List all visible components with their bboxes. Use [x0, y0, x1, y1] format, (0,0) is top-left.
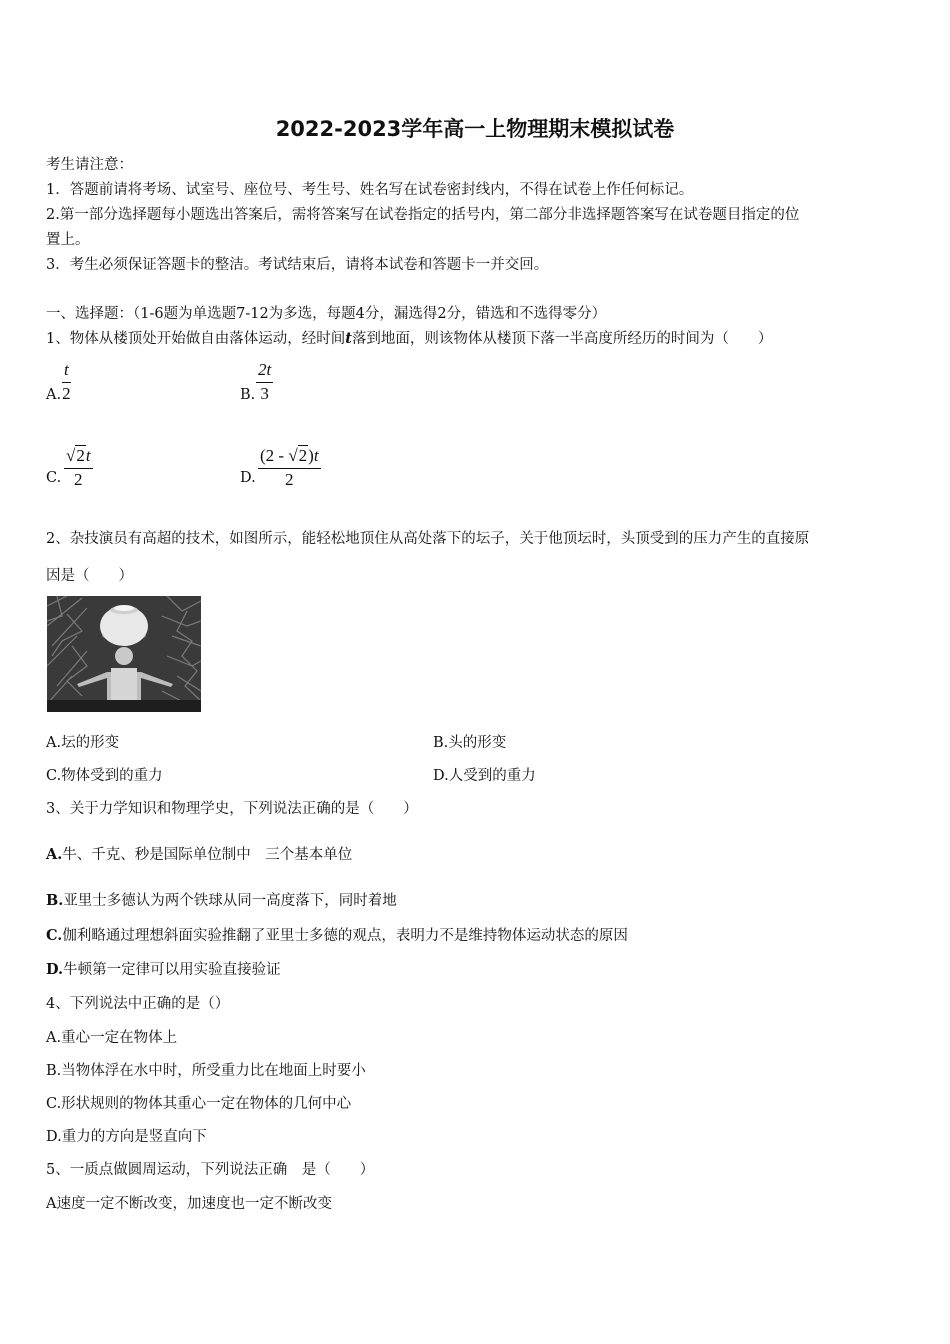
q1-option-b-label: B.: [240, 387, 256, 403]
notice-item-2: 2.第一部分选择题每小题选出答案后，需将答案写在试卷指定的括号内，第二部分非选择题答案写在试卷题目指定的位: [46, 207, 800, 223]
q1-option-b-fraction: [256, 360, 273, 404]
acrobat-photo: [47, 596, 201, 712]
q2-option-d: D.人受到的重力: [433, 768, 536, 784]
q1-stem: [46, 327, 772, 348]
q1-option-d-num: (2 - √2)t: [260, 446, 319, 465]
q3-option-b-label: B.: [46, 892, 64, 909]
q3-option-c-text: 伽利略通过理想斜面实验推翻了亚里士多德的观点，表明力不是维持物体运动状态的原因: [62, 928, 628, 944]
q3-option-d-text: 牛顿第一定律可以用实验直接验证: [63, 962, 281, 978]
q1-option-c-var: t: [85, 446, 91, 465]
notice-heading: 考生请注意：: [46, 157, 133, 173]
q1-option-d-den: 2: [285, 470, 294, 489]
q4-option-b: B.当物体浮在水中时，所受重力比在地面上时要小: [46, 1063, 366, 1079]
q1-option-d-fraction: [258, 445, 321, 490]
notice-item-3: 3．考生必须保证答题卡的整洁。考试结束后，请将本试卷和答题卡一并交回。: [46, 257, 549, 273]
notice-item-2-cont: 置上。: [46, 232, 90, 248]
q1-option-c-num: √2t: [66, 446, 91, 465]
q4-option-c: C.形状规则的物体其重心一定在物体的几何中心: [46, 1096, 352, 1112]
q2-option-c: C.物体受到的重力: [46, 768, 163, 784]
q1-option-c-den: 2: [74, 470, 83, 489]
page-title: 2022-2023学年高一上物理期末模拟试卷: [275, 117, 675, 141]
q2-stem-line2: 因是（ ）: [46, 568, 133, 584]
q3-option-c: [46, 924, 628, 945]
q1-option-d-label: D.: [240, 470, 256, 486]
q4-stem: 4、下列说法中正确的是（）: [46, 996, 230, 1012]
q1-option-a-den: 2: [62, 384, 71, 403]
q4-option-d: D.重力的方向是竖直向下: [46, 1129, 207, 1145]
q1-option-b-num: 2t: [258, 360, 272, 379]
q1-option-a-num: t: [64, 360, 69, 379]
q1-option-b-den: 3: [260, 384, 269, 403]
q4-option-a: A.重心一定在物体上: [46, 1030, 178, 1046]
q1-option-d-var: t: [313, 446, 319, 465]
q1-option-a-fraction: [62, 360, 71, 404]
q5-option-a: A速度一定不断改变，加速度也一定不断改变: [46, 1196, 332, 1212]
q3-option-a-text: 牛、千克、秒是国际单位制中 三个基本单位: [62, 847, 353, 863]
q2-option-a: A.坛的形变: [46, 735, 120, 751]
q3-option-d-label: D.: [46, 961, 64, 978]
q3-stem: 3、关于力学知识和物理学史，下列说法正确的是（ ）: [46, 801, 418, 817]
q1-option-a-label: A.: [46, 387, 62, 403]
q1-option-c-fraction: [64, 445, 93, 490]
section1-heading: 一、选择题：（1-6题为单选题7-12为多选，每题4分，漏选得2分，错选和不选得零分）: [46, 306, 607, 322]
q2-stem-line1: 2、杂技演员有高超的技术，如图所示，能轻松地顶住从高处落下的坛子，关于他顶坛时，头顶受到的压力产生的直接原: [46, 531, 810, 547]
q3-option-d: [46, 958, 281, 979]
q1-option-d-radicand: 2: [298, 446, 308, 465]
q5-stem: 5、一质点做圆周运动，下列说法正确 是（ ）: [46, 1162, 375, 1178]
q1-option-d-num-pre: (2 -: [260, 446, 289, 465]
q3-option-a-label: A.: [46, 846, 63, 863]
acrobat-photo-illustration: [47, 596, 201, 712]
q1-stem-pre: 1、物体从楼顶处开始做自由落体运动，经时间: [46, 331, 346, 347]
q3-option-a: [46, 843, 352, 864]
q2-option-b: B.头的形变: [433, 735, 507, 751]
q1-stem-var: t: [345, 330, 352, 347]
q3-option-b-text: 亚里士多德认为两个铁球从同一高度落下，同时着地: [63, 893, 397, 909]
q1-option-c-label: C.: [46, 470, 62, 486]
q3-option-c-label: C.: [46, 927, 63, 944]
q1-stem-post: 落到地面，则该物体从楼顶下落一半高度所经历的时间为（ ）: [351, 331, 773, 347]
q1-option-c-radicand: 2: [76, 446, 85, 465]
notice-item-1: 1．答题前请将考场、试室号、座位号、考生号、姓名写在试卷密封线内，不得在试卷上作任何标记。: [46, 182, 694, 198]
q1-option-d-num-post: ): [308, 446, 314, 465]
q3-option-b: [46, 889, 397, 910]
